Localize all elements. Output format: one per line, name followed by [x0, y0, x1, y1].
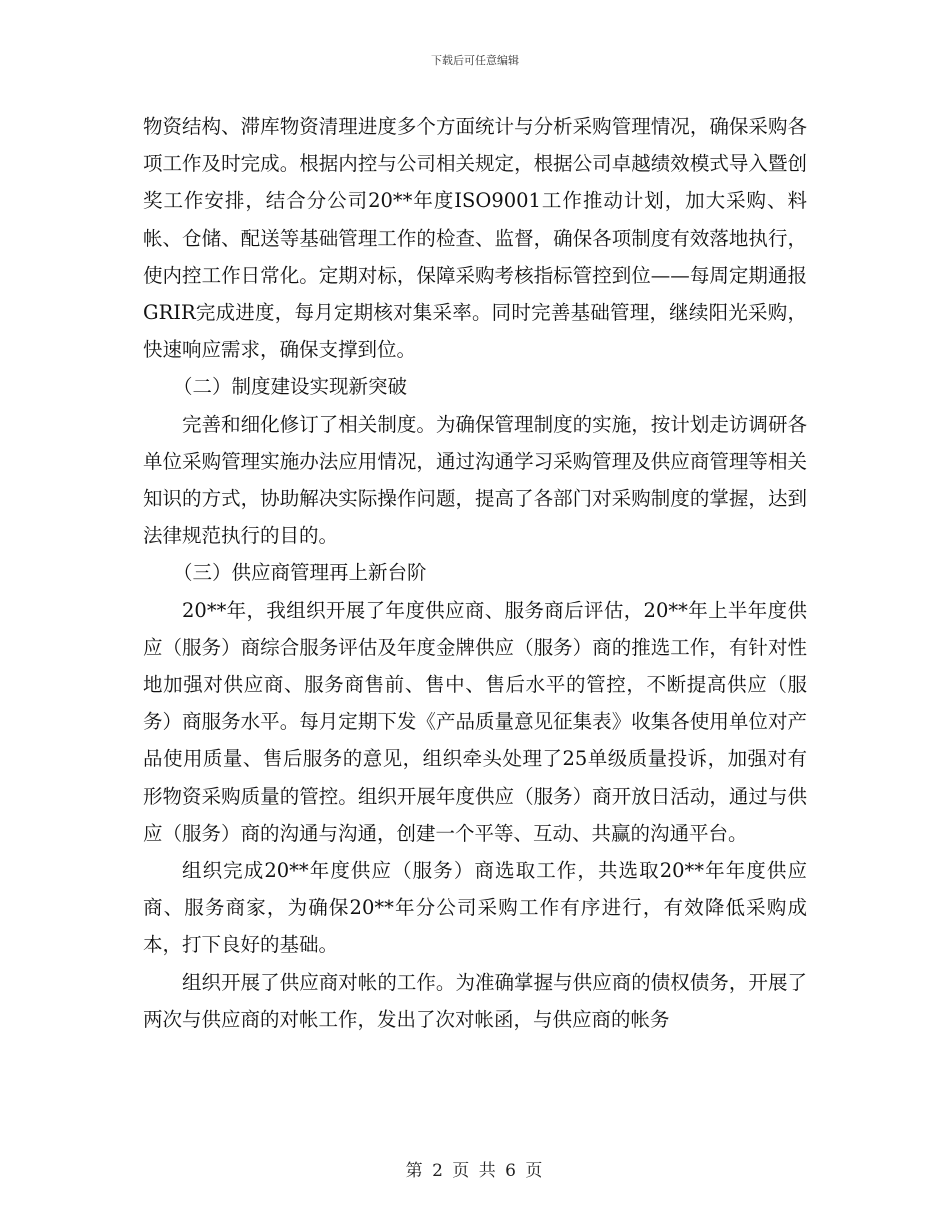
section-heading-supplier-management: （三）供应商管理再上新台阶: [173, 561, 427, 585]
paragraph-supplier-selection: 组织完成20**年度供应（服务）商选取工作，共选取20**年年度供应商、服务商家，为确保20**年分公司采购工作有序进行，有效降低采购成本，打下良好的基础。: [143, 859, 807, 957]
page-header: 下载后可任意编辑: [431, 54, 519, 67]
paragraph-system-revision: 完善和细化修订了相关制度。为确保管理制度的实施，按计划走访调研各单位采购管理实施办法应用情况，通过沟通学习采购管理及供应商管理等相关知识的方式，协助解决实际操作问题，提高了各部门对采购制度的掌握，达到法律规范执行的目的。: [143, 412, 807, 548]
paragraph-supplier-evaluation: 20**年，我组织开展了年度供应商、服务商后评估，20**年上半年度供应（服务）商综合服务评估及年度金牌供应（服务）商的推选工作，有针对性地加强对供应商、服务商售前、售中、售后水平的管控，不断提高供应（服务）商服务水平。每月定期下发《产品质量意见征集表》收集各使用单位对产品使用质量、售后服务的意见，组织牵头处理了25单级质量投诉，加强对有形物资采购质量的管控。组织开展年度供应（服务）商开放日活动，通过与供应（服务）商的沟通与沟通，创建一个平等、互动、共赢的沟通平台。: [143, 598, 807, 845]
paragraph-continuation: 物资结构、滞库物资清理进度多个方面统计与分析采购管理情况，确保采购各项工作及时完成。根据内控与公司相关规定，根据公司卓越绩效模式导入暨创奖工作安排，结合分公司20**年度ISO9001工作推动计划，加大采购、料帐、仓储、配送等基础管理工作的检查、监督，确保各项制度有效落地执行，使内控工作日常化。定期对标，保障采购考核指标管控到位——每周定期通报GRIR完成进度，每月定期核对集采率。同时完善基础管理，继续阳光采购，快速响应需求，确保支撑到位。: [143, 115, 807, 362]
paragraph-supplier-reconciliation: 组织开展了供应商对帐的工作。为准确掌握与供应商的债权债务，开展了两次与供应商的对帐工作，发出了次对帐函，与供应商的帐务: [143, 970, 807, 1031]
document-body: [143, 108, 807, 1038]
page-number: 第 2 页 共 6 页: [405, 1161, 545, 1181]
section-heading-system-building: （二）制度建设实现新突破: [173, 375, 408, 399]
